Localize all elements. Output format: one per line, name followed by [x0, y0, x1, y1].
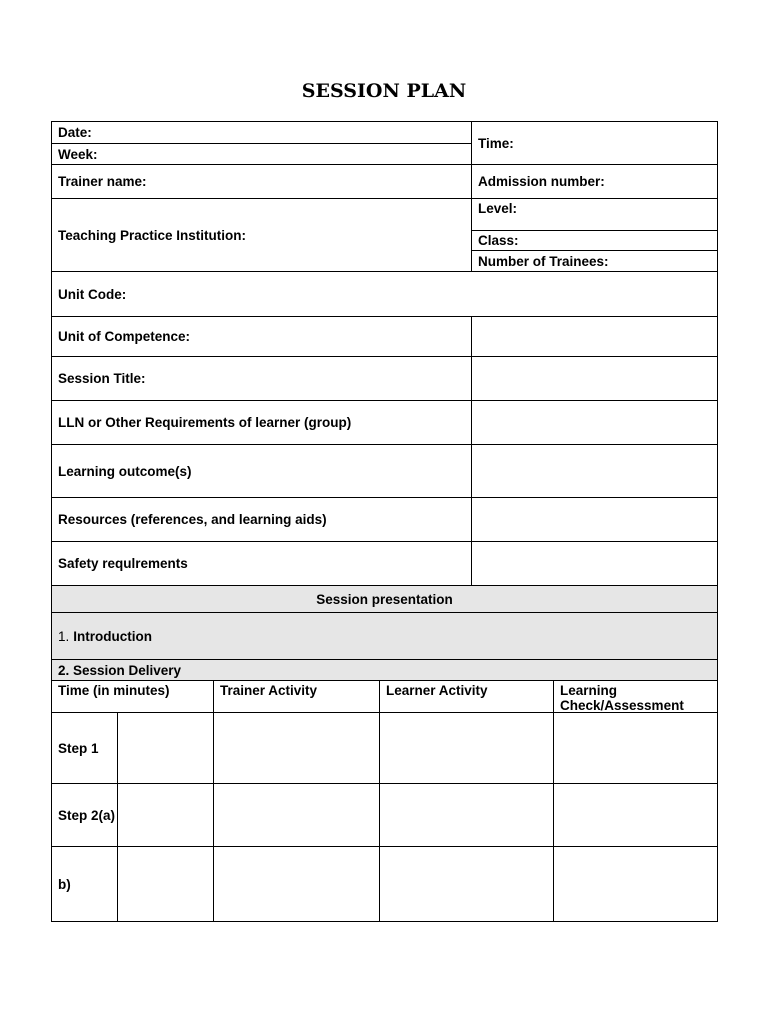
level-field[interactable]: Level: — [471, 198, 718, 231]
trainer-name-field[interactable]: Trainer name: — [51, 164, 472, 199]
institution-field[interactable]: Teaching Practice Institution: — [51, 198, 472, 272]
admission-number-field[interactable]: Admission number: — [471, 164, 718, 199]
step-1-label: Step 1 — [51, 712, 118, 784]
step-2a-time[interactable] — [117, 783, 214, 847]
week-field[interactable]: Week: — [51, 143, 472, 165]
session-title-label: Session Title: — [51, 356, 472, 401]
step-2b-learning-check[interactable] — [553, 846, 718, 922]
step-1-time[interactable] — [117, 712, 214, 784]
step-2a-learner-activity[interactable] — [379, 783, 554, 847]
resources-label: Resources (references, and learning aids) — [51, 497, 472, 542]
unit-competence-label: Unit of Competence: — [51, 316, 472, 357]
step-2a-trainer-activity[interactable] — [213, 783, 380, 847]
step-2b-label: b) — [51, 846, 118, 922]
col-time-header: Time (in minutes) — [51, 680, 214, 713]
resources-value[interactable] — [471, 497, 718, 542]
unit-competence-value[interactable] — [471, 316, 718, 357]
step-2a-learning-check[interactable] — [553, 783, 718, 847]
time-field[interactable]: Time: — [471, 121, 718, 165]
learning-outcomes-label: Learning outcome(s) — [51, 444, 472, 498]
safety-label: Safety requlrements — [51, 541, 472, 586]
lln-value[interactable] — [471, 400, 718, 445]
step-2b-time[interactable] — [117, 846, 214, 922]
unit-code-field[interactable]: Unit Code: — [51, 271, 718, 317]
num-trainees-field[interactable]: Number of Trainees: — [471, 250, 718, 272]
col-learning-check-header: Learning Check/Assessment — [553, 680, 718, 713]
session-title-value[interactable] — [471, 356, 718, 401]
session-delivery-header: 2. Session Delivery — [51, 659, 718, 681]
introduction-number: 1. — [58, 628, 70, 644]
class-field[interactable]: Class: — [471, 230, 718, 251]
session-presentation-header: Session presentation — [51, 585, 718, 613]
col-learner-activity-header: Learner Activity — [379, 680, 554, 713]
introduction-row[interactable] — [51, 612, 718, 660]
learning-outcomes-value[interactable] — [471, 444, 718, 498]
introduction-label: Introduction — [73, 628, 152, 644]
lln-label: LLN or Other Requirements of learner (group) — [51, 400, 472, 445]
step-1-trainer-activity[interactable] — [213, 712, 380, 784]
step-2b-learner-activity[interactable] — [379, 846, 554, 922]
col-trainer-activity-header: Trainer Activity — [213, 680, 380, 713]
step-1-learner-activity[interactable] — [379, 712, 554, 784]
step-1-learning-check[interactable] — [553, 712, 718, 784]
safety-value[interactable] — [471, 541, 718, 586]
step-2a-label: Step 2(a) — [51, 783, 118, 847]
document-title: SESSION PLAN — [301, 80, 467, 102]
step-2b-trainer-activity[interactable] — [213, 846, 380, 922]
date-field[interactable]: Date: — [51, 121, 472, 144]
